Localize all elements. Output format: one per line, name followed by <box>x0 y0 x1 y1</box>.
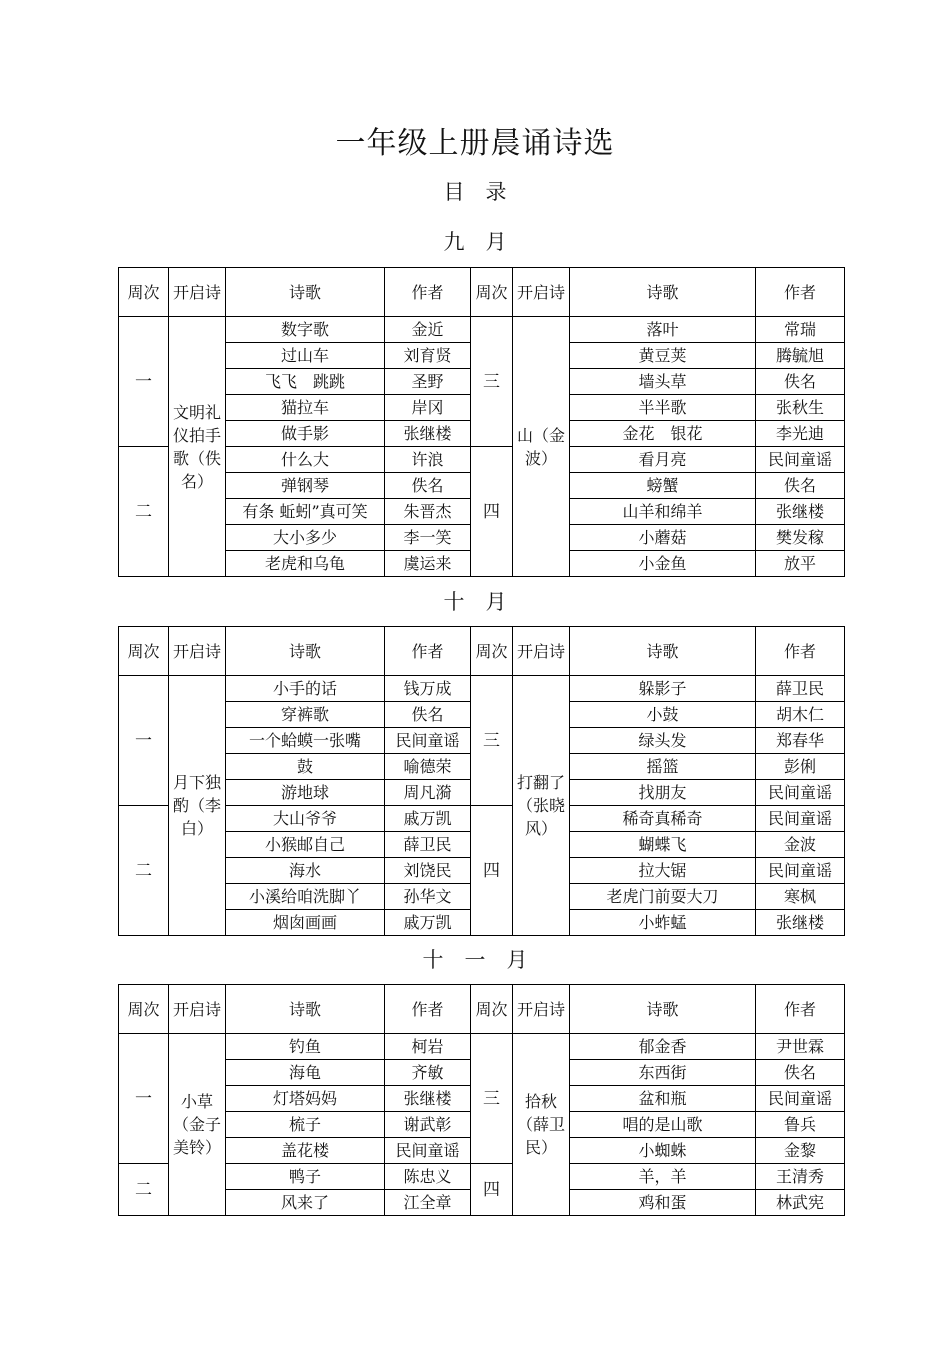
column-header-poem: 诗歌 <box>226 268 385 317</box>
poem-cell: 飞飞 跳跳 <box>226 369 385 395</box>
poem-cell: 摇篮 <box>570 754 756 780</box>
author-cell: 张继楼 <box>756 910 845 936</box>
poem-cell: 猫拉车 <box>226 395 385 421</box>
author-cell: 张秋生 <box>756 395 845 421</box>
table-row <box>119 447 845 473</box>
poem-cell: 墙头草 <box>570 369 756 395</box>
poem-cell: 穿裤歌 <box>226 702 385 728</box>
month-heading-september: 九 月 <box>443 230 507 254</box>
poem-cell: 黄豆荚 <box>570 343 756 369</box>
column-header-opening: 开启诗 <box>513 627 570 676</box>
poem-cell: 盆和瓶 <box>570 1086 756 1112</box>
author-cell: 林武宪 <box>756 1190 845 1216</box>
poem-cell: 什么大 <box>226 447 385 473</box>
poem-cell: 梳子 <box>226 1112 385 1138</box>
author-cell: 放平 <box>756 551 845 577</box>
author-cell: 钱万成 <box>385 676 471 702</box>
author-cell: 民间童谣 <box>385 1138 471 1164</box>
opening-poem-cell: 小草（金子美铃） <box>169 1034 226 1216</box>
table-row <box>119 1164 845 1190</box>
author-cell: 戚万凯 <box>385 910 471 936</box>
author-cell: 佚名 <box>756 369 845 395</box>
week-cell: 一 <box>119 317 169 447</box>
schedule-table-november <box>118 984 845 1216</box>
column-header-poem: 诗歌 <box>570 985 756 1034</box>
author-cell: 齐敏 <box>385 1060 471 1086</box>
author-cell: 柯岩 <box>385 1034 471 1060</box>
poem-cell: 有条 蚯蚓”真可笑 <box>226 499 385 525</box>
poem-cell: 半半歌 <box>570 395 756 421</box>
column-header-poem: 诗歌 <box>226 627 385 676</box>
week-cell: 二 <box>119 1164 169 1216</box>
poem-cell: 羊，羊 <box>570 1164 756 1190</box>
author-cell: 民间童谣 <box>756 806 845 832</box>
week-cell: 一 <box>119 676 169 806</box>
page-title: 一年级上册晨诵诗选 <box>335 126 615 161</box>
poem-cell: 大小多少 <box>226 525 385 551</box>
week-cell: 三 <box>471 676 513 806</box>
author-cell: 薛卫民 <box>756 676 845 702</box>
column-header-week: 周次 <box>471 627 513 676</box>
poem-cell: 老虎门前耍大刀 <box>570 884 756 910</box>
poem-cell: 数字歌 <box>226 317 385 343</box>
column-header-poem: 诗歌 <box>570 627 756 676</box>
author-cell: 李一笑 <box>385 525 471 551</box>
schedule-table-september <box>118 267 845 577</box>
poem-cell: 蝴蝶飞 <box>570 832 756 858</box>
author-cell: 民间童谣 <box>756 447 845 473</box>
author-cell: 金波 <box>756 832 845 858</box>
author-cell: 彭俐 <box>756 754 845 780</box>
toc-heading: 目 录 <box>443 180 507 204</box>
poem-cell: 弹钢琴 <box>226 473 385 499</box>
poem-cell: 落叶 <box>570 317 756 343</box>
column-header-opening: 开启诗 <box>169 268 226 317</box>
author-cell: 李光迪 <box>756 421 845 447</box>
week-cell: 四 <box>471 806 513 936</box>
poem-cell: 钓鱼 <box>226 1034 385 1060</box>
author-cell: 陈忠义 <box>385 1164 471 1190</box>
poem-cell: 山羊和绵羊 <box>570 499 756 525</box>
author-cell: 民间童谣 <box>756 780 845 806</box>
author-cell: 岸冈 <box>385 395 471 421</box>
poem-cell: 游地球 <box>226 780 385 806</box>
author-cell: 佚名 <box>385 473 471 499</box>
week-cell: 四 <box>471 1164 513 1216</box>
column-header-author: 作者 <box>385 627 471 676</box>
author-cell: 佚名 <box>756 473 845 499</box>
author-cell: 金黎 <box>756 1138 845 1164</box>
poem-cell: 找朋友 <box>570 780 756 806</box>
poem-cell: 东西街 <box>570 1060 756 1086</box>
table-header-row <box>119 985 845 1034</box>
schedule-table-october <box>118 626 845 936</box>
poem-cell: 稀奇真稀奇 <box>570 806 756 832</box>
author-cell: 圣野 <box>385 369 471 395</box>
poem-cell: 小溪给咱洗脚丫 <box>226 884 385 910</box>
author-cell: 谢武彰 <box>385 1112 471 1138</box>
author-cell: 佚名 <box>756 1060 845 1086</box>
column-header-week: 周次 <box>471 985 513 1034</box>
poem-cell: 鸡和蛋 <box>570 1190 756 1216</box>
poem-cell: 鼓 <box>226 754 385 780</box>
author-cell: 刘饶民 <box>385 858 471 884</box>
poem-cell: 风来了 <box>226 1190 385 1216</box>
opening-poem-cell: 文明礼仪拍手歌（佚名） <box>169 317 226 577</box>
poem-cell: 小猴邮自己 <box>226 832 385 858</box>
author-cell: 寒枫 <box>756 884 845 910</box>
author-cell: 佚名 <box>385 702 471 728</box>
week-cell: 二 <box>119 806 169 936</box>
author-cell: 喻德荣 <box>385 754 471 780</box>
author-cell: 张继楼 <box>756 499 845 525</box>
poem-cell: 老虎和乌龟 <box>226 551 385 577</box>
author-cell: 郑春华 <box>756 728 845 754</box>
column-header-opening: 开启诗 <box>169 985 226 1034</box>
column-header-author: 作者 <box>756 627 845 676</box>
author-cell: 尹世霖 <box>756 1034 845 1060</box>
author-cell: 民间童谣 <box>385 728 471 754</box>
author-cell: 周凡漪 <box>385 780 471 806</box>
column-header-author: 作者 <box>385 268 471 317</box>
column-header-opening: 开启诗 <box>513 268 570 317</box>
poem-cell: 烟囱画画 <box>226 910 385 936</box>
column-header-opening: 开启诗 <box>169 627 226 676</box>
week-cell: 四 <box>471 447 513 577</box>
poem-cell: 大山爷爷 <box>226 806 385 832</box>
author-cell: 鲁兵 <box>756 1112 845 1138</box>
column-header-week: 周次 <box>119 268 169 317</box>
poem-cell: 绿头发 <box>570 728 756 754</box>
month-heading-october: 十 月 <box>443 590 507 614</box>
author-cell: 樊发稼 <box>756 525 845 551</box>
author-cell: 江全章 <box>385 1190 471 1216</box>
column-header-week: 周次 <box>119 627 169 676</box>
author-cell: 薛卫民 <box>385 832 471 858</box>
poem-cell: 郁金香 <box>570 1034 756 1060</box>
poem-cell: 做手影 <box>226 421 385 447</box>
poem-cell: 金花 银花 <box>570 421 756 447</box>
author-cell: 张继楼 <box>385 1086 471 1112</box>
column-header-poem: 诗歌 <box>570 268 756 317</box>
column-header-poem: 诗歌 <box>226 985 385 1034</box>
poem-cell: 盖花楼 <box>226 1138 385 1164</box>
poem-cell: 小手的话 <box>226 676 385 702</box>
table-header-row <box>119 627 845 676</box>
week-cell: 二 <box>119 447 169 577</box>
opening-poem-cell: 山（金波） <box>513 317 570 577</box>
column-header-author: 作者 <box>385 985 471 1034</box>
author-cell: 王清秀 <box>756 1164 845 1190</box>
poem-cell: 海龟 <box>226 1060 385 1086</box>
poem-cell: 小蘑菇 <box>570 525 756 551</box>
table-row <box>119 317 845 343</box>
poem-cell: 螃蟹 <box>570 473 756 499</box>
column-header-opening: 开启诗 <box>513 985 570 1034</box>
poem-cell: 过山车 <box>226 343 385 369</box>
poem-cell: 拉大锯 <box>570 858 756 884</box>
author-cell: 许浪 <box>385 447 471 473</box>
poem-cell: 海水 <box>226 858 385 884</box>
poem-cell: 小金鱼 <box>570 551 756 577</box>
author-cell: 朱晋杰 <box>385 499 471 525</box>
poem-cell: 小鼓 <box>570 702 756 728</box>
poem-cell: 躲影子 <box>570 676 756 702</box>
poem-cell: 小蚱蜢 <box>570 910 756 936</box>
author-cell: 虞运来 <box>385 551 471 577</box>
opening-poem-cell: 打翻了（张晓风） <box>513 676 570 936</box>
poem-cell: 鸭子 <box>226 1164 385 1190</box>
opening-poem-cell: 月下独酌（李白） <box>169 676 226 936</box>
author-cell: 孙华文 <box>385 884 471 910</box>
author-cell: 刘育贤 <box>385 343 471 369</box>
column-header-week: 周次 <box>471 268 513 317</box>
author-cell: 戚万凯 <box>385 806 471 832</box>
column-header-author: 作者 <box>756 985 845 1034</box>
author-cell: 常瑞 <box>756 317 845 343</box>
poem-cell: 看月亮 <box>570 447 756 473</box>
poem-cell: 一个蛤蟆一张嘴 <box>226 728 385 754</box>
table-header-row <box>119 268 845 317</box>
column-header-week: 周次 <box>119 985 169 1034</box>
author-cell: 民间童谣 <box>756 858 845 884</box>
month-heading-november: 十 一 月 <box>422 948 528 972</box>
table-row <box>119 676 845 702</box>
poem-cell: 唱的是山歌 <box>570 1112 756 1138</box>
week-cell: 三 <box>471 1034 513 1164</box>
author-cell: 张继楼 <box>385 421 471 447</box>
week-cell: 三 <box>471 317 513 447</box>
table-row <box>119 806 845 832</box>
poem-cell: 灯塔妈妈 <box>226 1086 385 1112</box>
poem-cell: 小蜘蛛 <box>570 1138 756 1164</box>
author-cell: 胡木仁 <box>756 702 845 728</box>
table-row <box>119 1034 845 1060</box>
author-cell: 腾毓旭 <box>756 343 845 369</box>
week-cell: 一 <box>119 1034 169 1164</box>
opening-poem-cell: 拾秋（薛卫民） <box>513 1034 570 1216</box>
column-header-author: 作者 <box>756 268 845 317</box>
author-cell: 金近 <box>385 317 471 343</box>
author-cell: 民间童谣 <box>756 1086 845 1112</box>
